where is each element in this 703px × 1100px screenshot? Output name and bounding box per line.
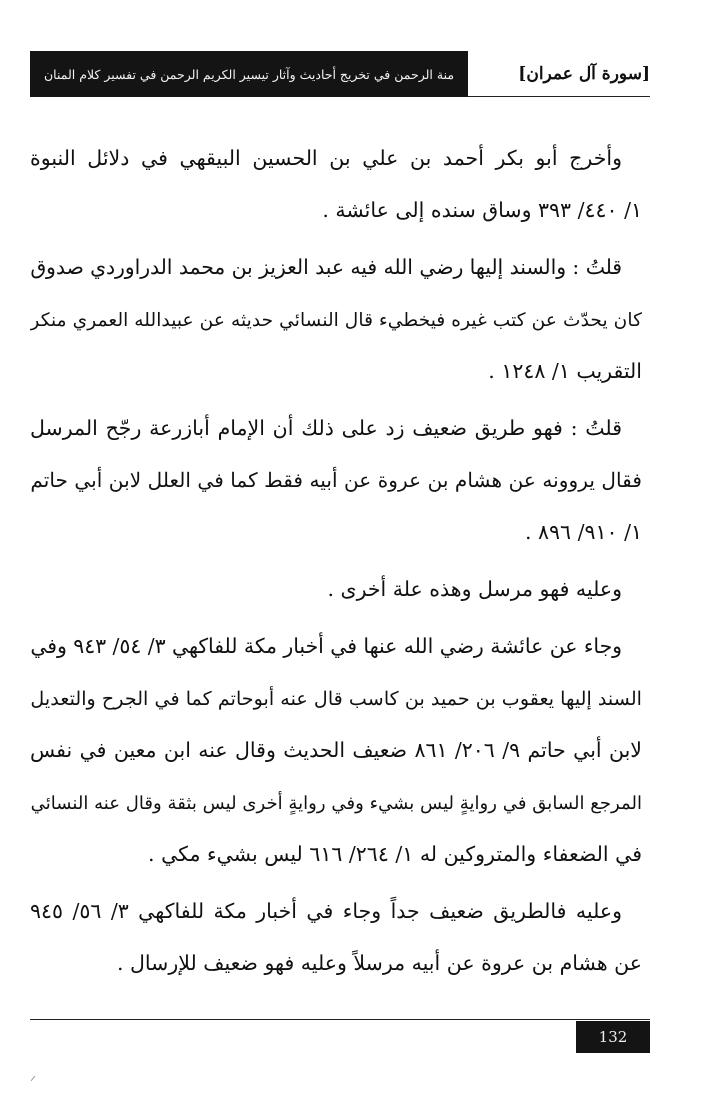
text-line: كان يحدّث عن كتب غيره فيخطيء قال النسائي حديثه عن عبيدالله العمري منكر xyxy=(30,310,642,331)
paragraph xyxy=(30,241,642,397)
text-line: قلتُ : فهو طريق ضعيف زد على ذلك أن الإمام أبازرعة رجّح المرسل xyxy=(30,416,622,440)
page-header xyxy=(30,51,650,97)
scan-mark xyxy=(31,1076,36,1081)
surah-title: [سورة آل عمران] xyxy=(518,64,650,84)
text-line: وعليه فهو مرسل وهذه علة أخرى . xyxy=(327,577,622,601)
text-line: وأخرج أبو بكر أحمد بن علي بن الحسين البيقهي في دلائل النبوة xyxy=(30,146,622,170)
text-line: لابن أبي حاتم ٩/ ٢٠٦/ ٨٦١ ضعيف الحديث وقال عنه ابن معين في نفس xyxy=(30,738,642,762)
paragraph xyxy=(30,885,642,989)
page-body xyxy=(30,132,642,989)
paragraph xyxy=(30,132,642,236)
text-line: ١/ ٤٤٠/ ٣٩٣ وساق سنده إلى عائشة . xyxy=(322,198,642,222)
paragraph xyxy=(30,402,642,558)
text-line: قلتُ : والسند إليها رضي الله فيه عبد العزيز بن محمد الدراوردي صدوق xyxy=(30,255,622,279)
footer-divider xyxy=(30,1019,650,1020)
paragraph xyxy=(30,563,642,615)
text-line: ١/ ٩١٠/ ٨٩٦ . xyxy=(524,520,642,544)
header-divider xyxy=(468,96,650,97)
text-line: السند إليها يعقوب بن حميد بن كاسب قال عنه أبوحاتم كما في الجرح والتعديل xyxy=(30,687,642,710)
text-line: المرجع السابق في روايةٍ ليس بشيء وفي روايةٍ أخرى ليس بثقة وقال عنه النسائي xyxy=(30,793,642,814)
text-line: عن هشام بن عروة عن أبيه مرسلاً وعليه فهو ضعيف للإرسال . xyxy=(116,951,642,975)
paragraph xyxy=(30,620,642,880)
text-line: التقريب ١/ ١٢٤٨ . xyxy=(488,359,642,383)
book-title-banner xyxy=(30,51,468,97)
page-number: 132 xyxy=(576,1021,650,1053)
text-line: وعليه فالطريق ضعيف جداً وجاء في أخبار مكة للفاكهي ٣/ ٥٦/ ٩٤٥ xyxy=(30,899,622,923)
text-line: في الضعفاء والمتروكين له ١/ ٢٦٤/ ٦١٦ ليس بشيء مكي . xyxy=(148,842,642,866)
text-line: فقال يروونه عن هشام بن عروة عن أبيه فقط كما في العلل لابن أبي حاتم xyxy=(30,468,642,492)
book-title: منة الرحمن في تخريج أحاديث وآثار تيسير الكريم الرحمن في تفسير كلام المنان xyxy=(43,66,455,82)
text-line: وجاء عن عائشة رضي الله عنها في أخبار مكة للفاكهي ٣/ ٥٤/ ٩٤٣ وفي xyxy=(30,634,622,658)
